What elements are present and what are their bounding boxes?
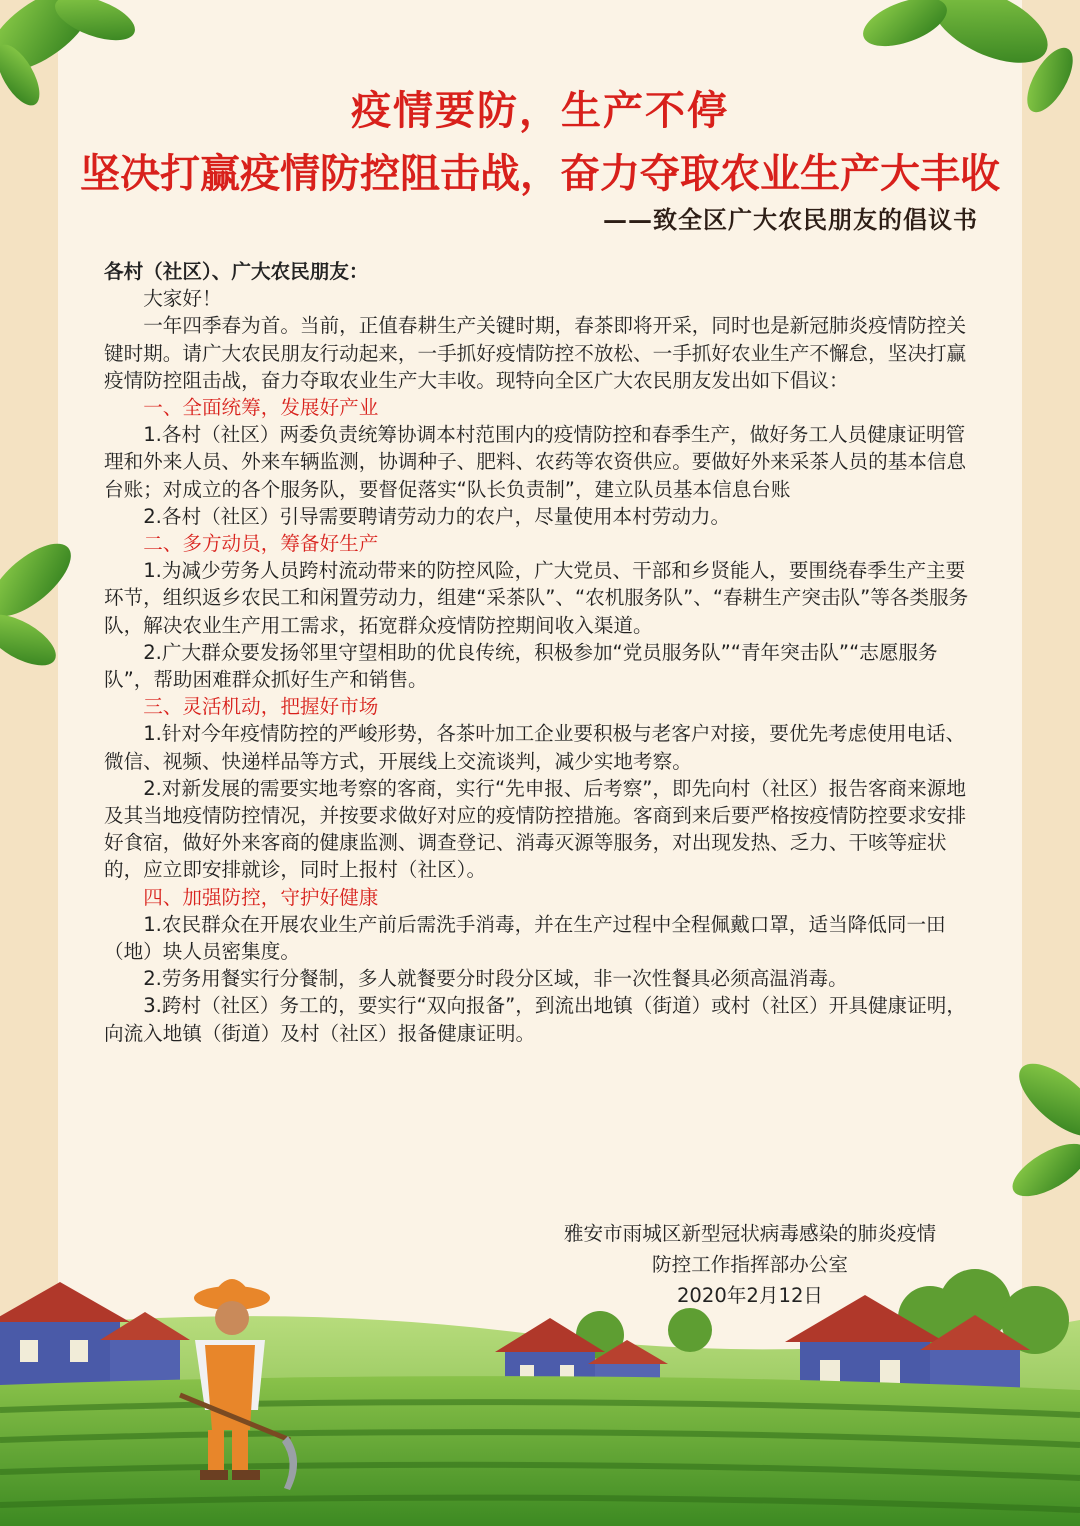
section-heading: 四、加强防控，守护好健康 — [143, 885, 379, 909]
second-title: 坚决打赢疫情防控阻击战，奋力夺取农业生产大丰收 — [80, 150, 1000, 197]
section-item: 1.针对今年疫情防控的严峻形势，各茶叶加工企业要积极与老客户对接，要优先考虑使用电话、微信、视频、快递样品等方式，开展线上交流谈判，减少实地考察。 — [104, 722, 966, 773]
signature-block — [520, 1218, 980, 1311]
leaf-icon — [0, 531, 82, 676]
section-item: 2.劳务用餐实行分餐制，多人就餐要分时段分区域，非一次性餐具必须高温消毒。 — [143, 967, 848, 991]
section-item: 2.各村（社区）引导需要聘请劳动力的农户，尽量使用本村劳动力。 — [143, 504, 731, 528]
hello-line: 大家好！ — [143, 287, 222, 311]
section-heading: 一、全面统筹，发展好产业 — [143, 396, 379, 420]
subtitle: ——致全区广大农民朋友的倡议书 — [603, 205, 978, 234]
section-item: 1.为减少劳务人员跨村流动带来的防控风险，广大党员、干部和乡贤能人，要围绕春季生产主要环节，组织返乡农民工和闲置劳动力，组建“采茶队”、“农机服务队”、“春耕生产突击队”等各类服务队，解决农业生产用工需求，拓宽群众疫情防控期间收入渠道。 — [104, 559, 969, 637]
intro-paragraph: 一年四季春为首。当前，正值春耕生产关键时期，春茶即将开采，同时也是新冠肺炎疫情防控关键时期。请广大农民朋友行动起来，一手抓好疫情防控不放松、一手抓好农业生产不懈怠，坚决打赢疫情防控阻击战，奋力夺取农业生产大丰收。现特向全区广大农民朋友发出如下倡议： — [104, 314, 967, 392]
section-heading: 二、多方动员，筹备好生产 — [143, 532, 379, 556]
letter-body — [104, 258, 976, 1047]
section-item: 3.跨村（社区）务工的，要实行“双向报备”，到流出地镇（街道）或村（社区）开具健康证明，向流入地镇（街道）及村（社区）报备健康证明。 — [104, 994, 966, 1045]
section-item: 1.各村（社区）两委负责统筹协调本村范围内的疫情防控和春季生产，做好务工人员健康证明管理和外来人员、外来车辆监测，协调种子、肥料、农药等农资供应。要做好外来采茶人员的基本信息台账；对成立的各个服务队，要督促落实“队长负责制”，建立队员基本信息台账 — [104, 423, 967, 501]
signature-org-line2: 防控工作指挥部办公室 — [652, 1253, 848, 1276]
house-icon — [0, 1282, 190, 1393]
greeting: 各村（社区）、广大农民朋友： — [104, 260, 369, 283]
section-item: 2.广大群众要发扬邻里守望相助的优良传统，积极参加“党员服务队”“青年突击队”“志愿服务队”，帮助困难群众抓好生产和销售。 — [104, 640, 938, 692]
section-heading: 三、灵活机动，把握好市场 — [143, 695, 379, 719]
main-title: 疫情要防，生产不停 — [351, 87, 729, 134]
leaf-icon — [1005, 1051, 1080, 1207]
section-item: 2.对新发展的需要实地考察的客商，实行“先申报、后考察”，即先向村（社区）报告客商来源地及其当地疫情防控情况，并按要求做好对应的疫情防控措施。客商到来后要严格按疫情防控要求安排好食宿，做好外来客商的健康监测、调查登记、消毒灭源等服务，对出现发热、乏力、干咳等症状的，应立即安排就诊，同时上报村（社区）。 — [104, 776, 967, 882]
section-item: 1.农民群众在开展农业生产前后需洗手消毒，并在生产过程中全程佩戴口罩，适当降低同一田（地）块人员密集度。 — [104, 912, 946, 964]
signature-org-line1: 雅安市雨城区新型冠状病毒感染的肺炎疫情 — [563, 1222, 937, 1245]
signature-date: 2020年2月12日 — [676, 1284, 824, 1307]
